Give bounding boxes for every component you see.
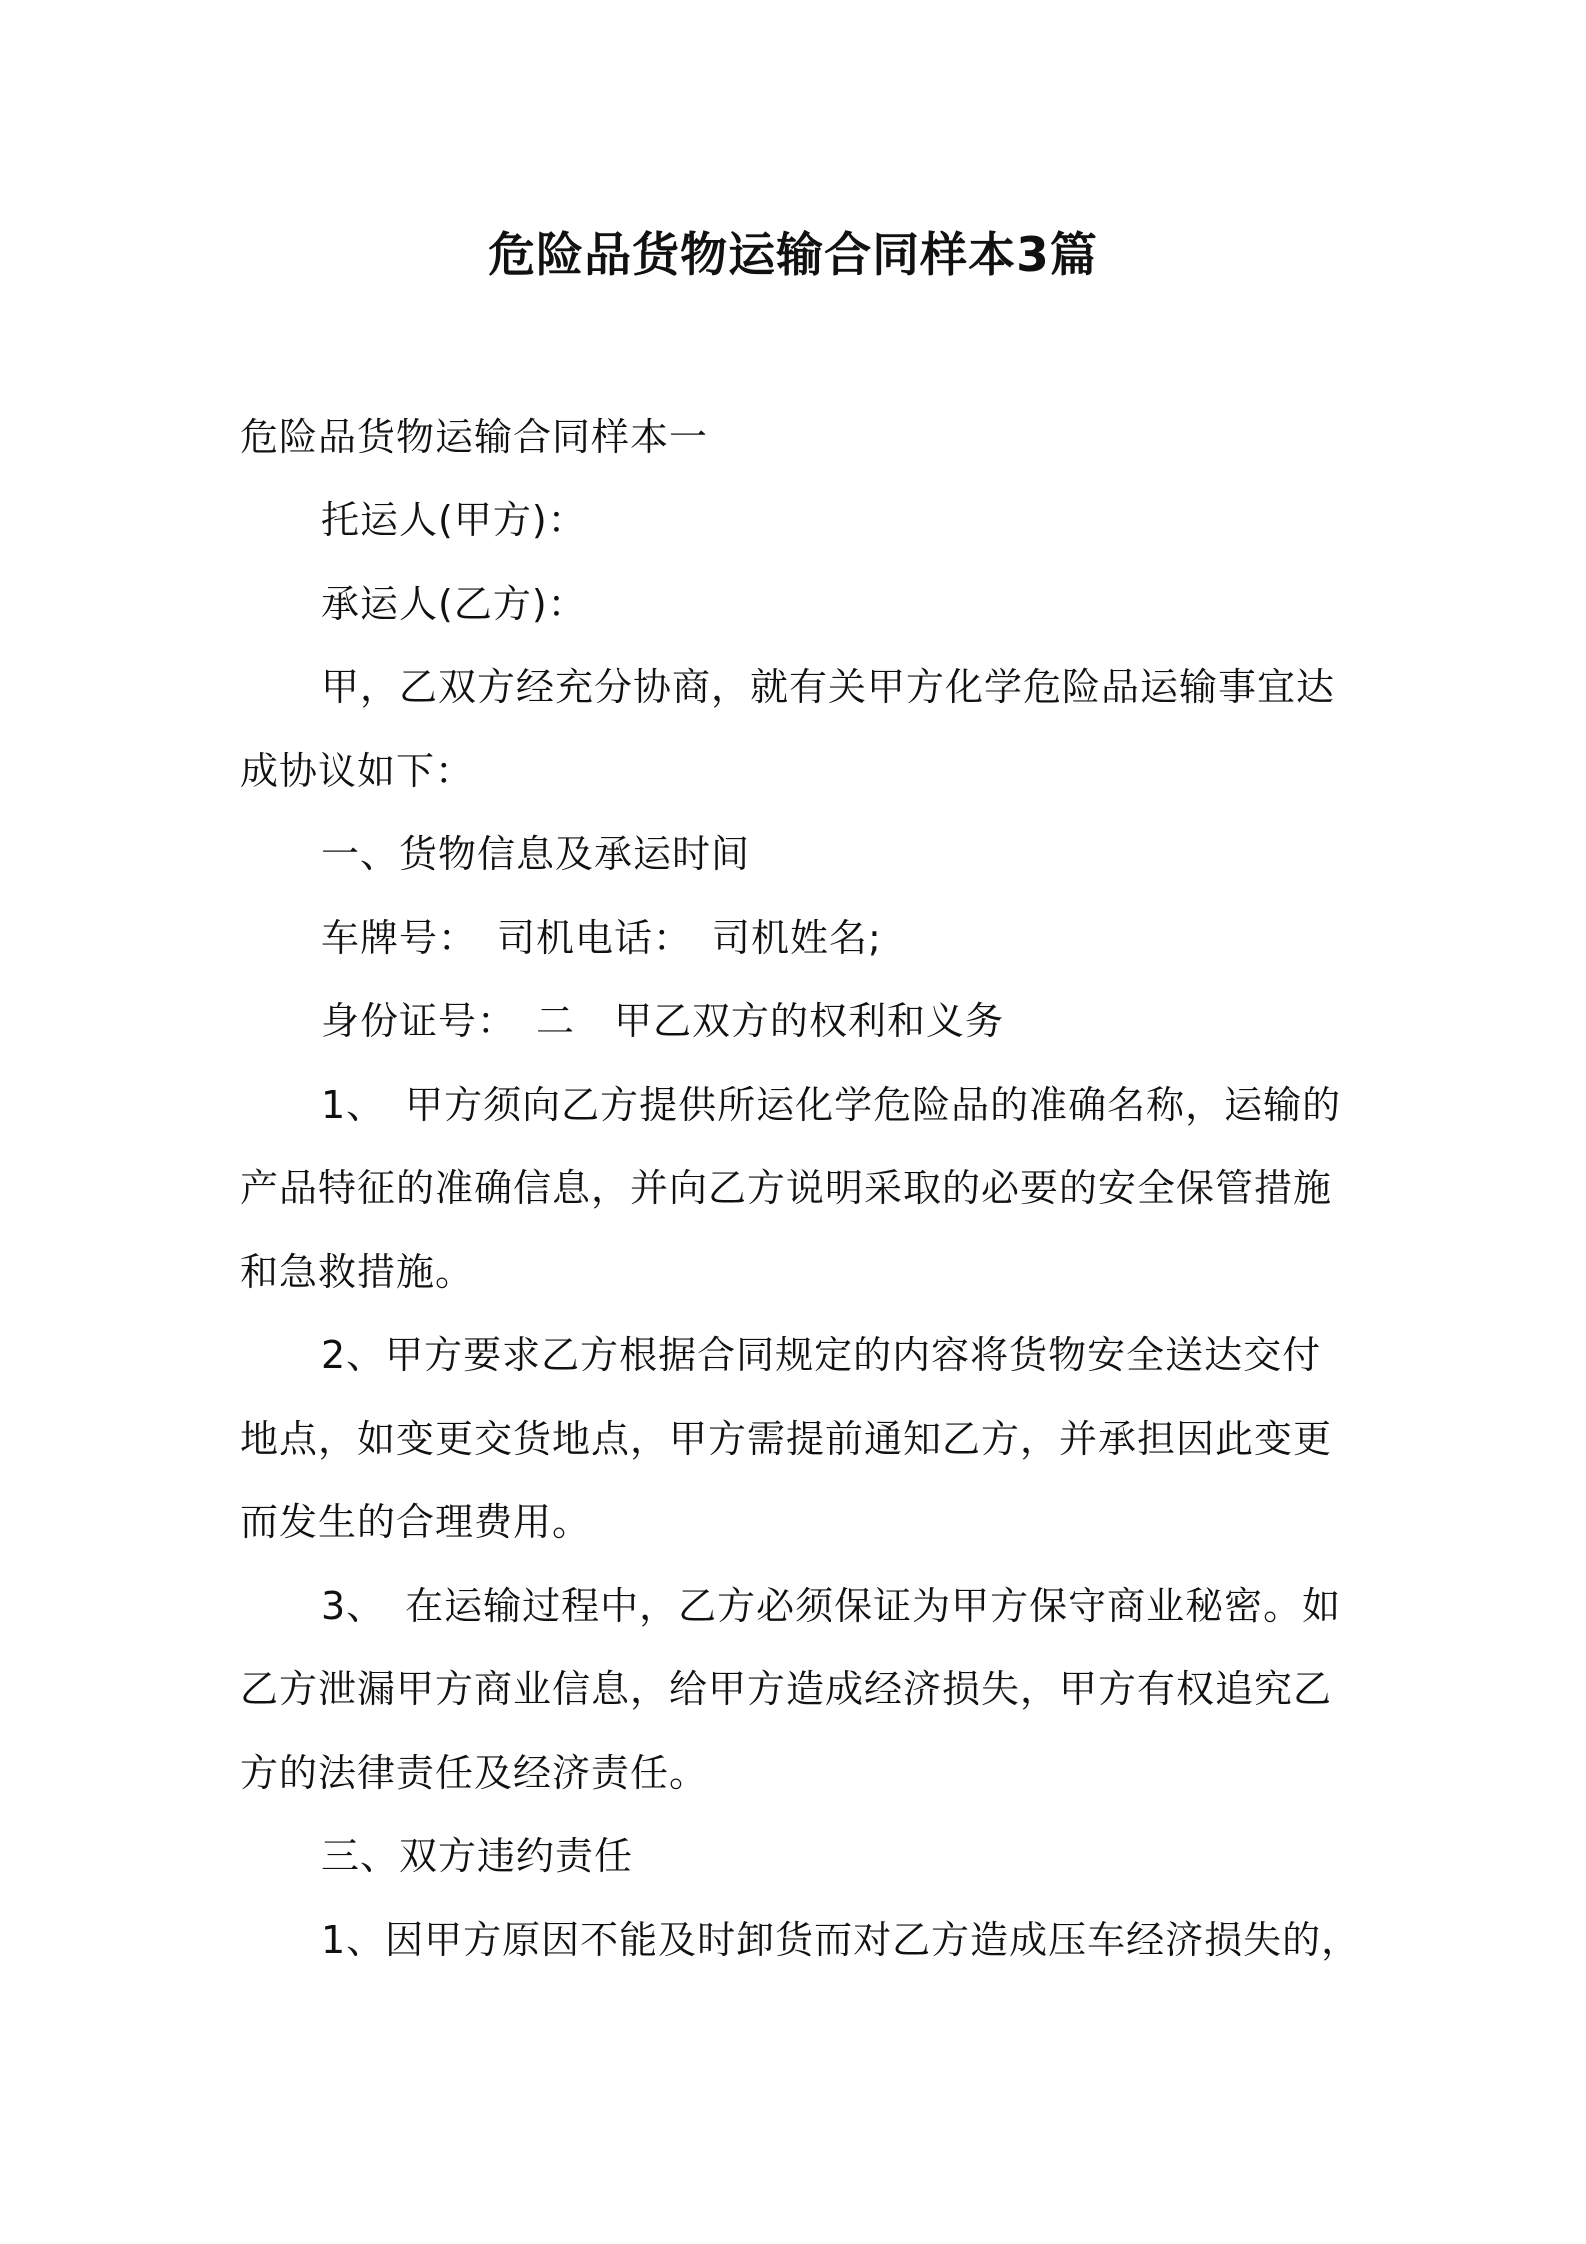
paragraph-line: 产品特征的准确信息，并向乙方说明采取的必要的安全保管措施 [240, 1166, 1333, 1210]
paragraph-line: 身份证号： 二 甲乙双方的权利和义务 [321, 999, 1005, 1043]
paragraph-line: 甲，乙双方经充分协商，就有关甲方化学危险品运输事宜达 [321, 665, 1336, 709]
paragraph-line: 成协议如下： [240, 749, 475, 793]
paragraph-line: 2、甲方要求乙方根据合同规定的内容将货物安全送达交付 [321, 1333, 1322, 1377]
section-heading: 危险品货物运输合同样本一 [240, 415, 709, 459]
paragraph-line: 和急救措施。 [240, 1250, 475, 1294]
paragraph-line: 3、 在运输过程中，乙方必须保证为甲方保守商业秘密。如 [321, 1584, 1342, 1628]
paragraph-line: 1、 甲方须向乙方提供所运化学危险品的准确名称，运输的 [321, 1083, 1342, 1127]
paragraph-line: 地点，如变更交货地点，甲方需提前通知乙方，并承担因此变更 [240, 1417, 1333, 1461]
clause-heading: 一、货物信息及承运时间 [321, 832, 751, 876]
document-title: 危险品货物运输合同样本3篇 [488, 228, 1098, 283]
carrier-line: 承运人(乙方)： [321, 582, 587, 626]
paragraph-line: 1、因甲方原因不能及时卸货而对乙方造成压车经济损失的， [321, 1918, 1361, 1962]
shipper-line: 托运人(甲方)： [321, 498, 587, 542]
paragraph-line: 乙方泄漏甲方商业信息，给甲方造成经济损失，甲方有权追究乙 [240, 1667, 1333, 1711]
paragraph-line: 方的法律责任及经济责任。 [240, 1751, 709, 1795]
clause-heading: 三、双方违约责任 [321, 1834, 634, 1878]
paragraph-line: 而发生的合理费用。 [240, 1500, 592, 1544]
paragraph-line: 车牌号： 司机电话： 司机姓名; [321, 916, 882, 960]
